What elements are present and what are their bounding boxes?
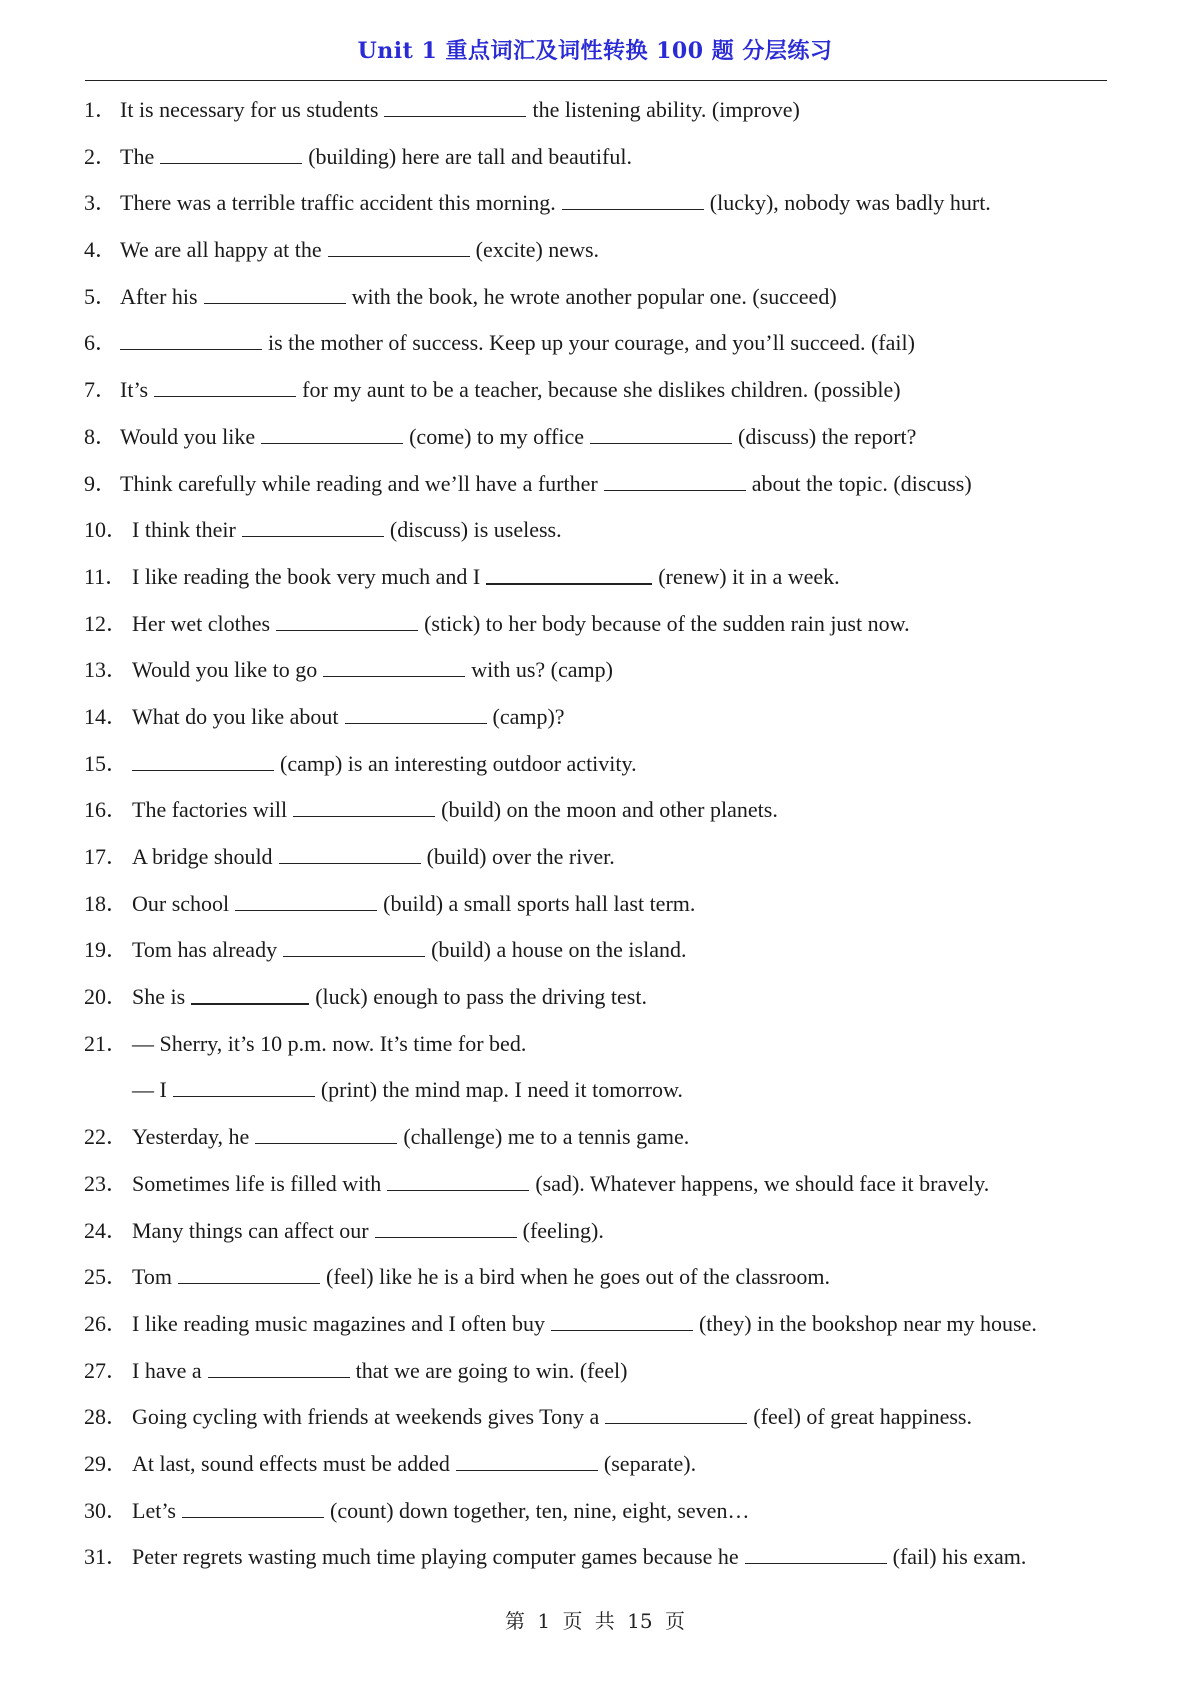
answer-blank[interactable] <box>204 279 346 304</box>
question-7 <box>84 372 1114 419</box>
question-text: (excite) news. <box>475 237 600 263</box>
question-16 <box>84 792 1114 839</box>
question-text: that we are going to win. (feel) <box>355 1357 628 1383</box>
question-text: (feel) of great happiness. <box>753 1404 972 1430</box>
question-number: 20． <box>84 984 129 1010</box>
answer-blank[interactable] <box>261 419 403 444</box>
question-number: 1． <box>84 97 118 122</box>
question-text: Tom has already <box>132 937 278 963</box>
question-text: about the topic. (discuss) <box>751 470 972 496</box>
question-text: (build) on the moon and other planets. <box>441 797 778 823</box>
question-text: It’s <box>120 377 149 403</box>
question-text: (come) to my office <box>409 423 585 449</box>
question-text: At last, sound effects must be added <box>132 1450 450 1476</box>
question-text: I like reading music magazines and I often buy <box>132 1310 545 1336</box>
question-text: (print) the mind map. I need it tomorrow. <box>320 1077 683 1103</box>
answer-blank[interactable] <box>551 1306 693 1331</box>
question-text: (discuss) is useless. <box>389 517 562 543</box>
question-text: Our school <box>132 890 230 916</box>
question-number: 27． <box>84 1357 129 1383</box>
question-text: After his <box>120 283 198 309</box>
question-text: (fail) his exam. <box>892 1544 1027 1570</box>
answer-blank[interactable] <box>486 559 652 585</box>
question-number: 2． <box>84 143 118 169</box>
question-number: 19． <box>84 937 129 963</box>
question-22 <box>84 1119 1114 1166</box>
question-text: Let’s <box>132 1497 176 1523</box>
question-28 <box>84 1399 1114 1446</box>
question-14 <box>84 699 1114 746</box>
question-10 <box>84 512 1114 559</box>
answer-blank[interactable] <box>208 1353 350 1378</box>
question-text: Going cycling with friends at weekends gives Tony a <box>132 1404 600 1430</box>
question-25 <box>84 1259 1114 1306</box>
answer-blank[interactable] <box>120 325 262 350</box>
question-text: A bridge should <box>132 844 273 869</box>
question-number: 30． <box>84 1497 129 1523</box>
question-text: (separate). <box>603 1450 697 1476</box>
question-number: 15． <box>84 750 129 776</box>
question-number: 23． <box>84 1170 129 1196</box>
question-number: 7． <box>84 377 118 403</box>
answer-blank[interactable] <box>328 232 470 257</box>
question-number: 10． <box>84 517 129 543</box>
page-title: Unit 1 重点词汇及词性转换 100 题 分层练习 <box>357 38 833 64</box>
question-26 <box>84 1306 1114 1353</box>
question-text: The factories will <box>132 797 288 823</box>
question-text: She is <box>132 984 186 1010</box>
question-number: 9． <box>84 470 118 496</box>
question-text: I think their <box>132 517 236 543</box>
question-number: 3． <box>84 190 118 216</box>
question-text: (luck) enough to pass the driving test. <box>315 984 647 1010</box>
question-number: 25． <box>84 1264 129 1290</box>
question-18 <box>84 886 1114 933</box>
answer-blank[interactable] <box>605 1399 747 1424</box>
question-30 <box>84 1493 1114 1540</box>
question-text: (build) over the river. <box>426 844 615 869</box>
question-number: 26． <box>84 1310 129 1336</box>
question-number: 6． <box>84 330 118 356</box>
question-text: Would you like <box>120 423 256 449</box>
answer-blank[interactable] <box>345 699 487 724</box>
question-text: Tom <box>132 1264 173 1290</box>
question-text: for my aunt to be a teacher, because she dislikes children. (possible) <box>302 377 901 403</box>
question-text: (discuss) the report? <box>738 423 917 449</box>
question-text: (count) down together, ten, nine, eight, seven… <box>330 1497 750 1523</box>
question-text: Peter regrets wasting much time playing computer games because he <box>132 1544 739 1570</box>
question-17 <box>84 839 1114 886</box>
answer-blank[interactable] <box>132 746 274 771</box>
answer-blank[interactable] <box>191 979 309 1005</box>
answer-blank[interactable] <box>375 1213 517 1238</box>
question-text: (feel) like he is a bird when he goes out of the classroom. <box>326 1264 831 1290</box>
answer-blank[interactable] <box>178 1259 320 1284</box>
answer-blank[interactable] <box>276 606 418 631</box>
answer-blank[interactable] <box>279 839 421 864</box>
question-number: 4． <box>84 237 118 263</box>
question-24 <box>84 1213 1114 1260</box>
question-8 <box>84 419 1114 466</box>
question-2 <box>84 139 1114 186</box>
question-number: 17． <box>84 844 129 869</box>
question-text: — Sherry, it’s 10 p.m. now. It’s time for bed. <box>132 1030 527 1056</box>
question-text: the listening ability. (improve) <box>532 97 800 122</box>
question-21-reply <box>84 1072 1114 1119</box>
question-29 <box>84 1446 1114 1493</box>
answer-blank[interactable] <box>456 1446 598 1471</box>
question-number: 11． <box>84 563 128 589</box>
question-text: (build) a house on the island. <box>431 937 687 963</box>
question-text: Her wet clothes <box>132 610 271 636</box>
question-1 <box>84 92 1114 139</box>
question-23 <box>84 1166 1114 1213</box>
answer-blank[interactable] <box>283 932 425 957</box>
question-text: The <box>120 143 155 169</box>
answer-blank[interactable] <box>235 886 377 911</box>
question-12 <box>84 606 1114 653</box>
question-number: 14． <box>84 703 129 729</box>
question-text: (camp) is an interesting outdoor activity. <box>280 750 637 776</box>
question-text: (building) here are tall and beautiful. <box>308 143 632 169</box>
question-number: 18． <box>84 890 129 916</box>
question-number: 28． <box>84 1404 129 1430</box>
question-3 <box>84 185 1114 232</box>
question-list <box>84 92 1114 1586</box>
question-text: (stick) to her body because of the sudden rain just now. <box>424 610 910 636</box>
header-divider <box>85 80 1107 81</box>
question-text: (build) a small sports hall last term. <box>383 890 696 916</box>
answer-blank[interactable] <box>160 139 302 164</box>
question-number: 21． <box>84 1030 129 1056</box>
question-number: 13． <box>84 657 129 683</box>
question-text: Would you like to go <box>132 657 318 683</box>
answer-blank[interactable] <box>745 1539 887 1564</box>
question-text: We are all happy at the <box>120 237 322 263</box>
question-text: (lucky), nobody was badly hurt. <box>709 190 991 216</box>
answer-blank[interactable] <box>387 1166 529 1191</box>
question-text: I like reading the book very much and I <box>132 563 481 589</box>
question-5 <box>84 279 1114 326</box>
question-4 <box>84 232 1114 279</box>
question-number: 24． <box>84 1217 129 1243</box>
answer-blank[interactable] <box>562 185 704 210</box>
question-13 <box>84 652 1114 699</box>
question-text: (renew) it in a week. <box>658 563 840 589</box>
answer-blank[interactable] <box>590 419 732 444</box>
question-text: (sad). Whatever happens, we should face it bravely. <box>535 1170 990 1196</box>
question-text: (they) in the bookshop near my house. <box>698 1310 1037 1336</box>
question-text: Sometimes life is filled with <box>132 1170 382 1196</box>
answer-blank[interactable] <box>323 652 465 677</box>
page-number: 第 1 页 共 15 页 <box>505 1609 685 1633</box>
question-number: 22． <box>84 1124 129 1150</box>
question-number: 16． <box>84 797 129 823</box>
question-21 <box>84 1026 1114 1073</box>
question-text: I have a <box>132 1357 202 1383</box>
question-31 <box>84 1539 1114 1586</box>
answer-blank[interactable] <box>384 92 526 117</box>
answer-blank[interactable] <box>173 1072 315 1097</box>
question-number: 5． <box>84 283 118 309</box>
question-text: with the book, he wrote another popular one. (succeed) <box>351 283 837 309</box>
question-19 <box>84 932 1114 979</box>
question-text: Yesterday, he <box>132 1124 250 1150</box>
question-11 <box>84 559 1114 606</box>
question-text: is the mother of success. Keep up your courage, and you’ll succeed. (fail) <box>268 330 915 356</box>
question-text: (camp)? <box>492 703 565 729</box>
question-text: What do you like about <box>132 703 339 729</box>
answer-blank[interactable] <box>293 792 435 817</box>
question-number: 29． <box>84 1450 129 1476</box>
answer-blank[interactable] <box>255 1119 397 1144</box>
question-27 <box>84 1353 1114 1400</box>
question-9 <box>84 466 1114 513</box>
answer-blank[interactable] <box>182 1493 324 1518</box>
question-number: 31． <box>84 1544 129 1570</box>
question-6 <box>84 325 1114 372</box>
question-15 <box>84 746 1114 793</box>
question-text: Think carefully while reading and we’ll have a further <box>120 470 598 496</box>
answer-blank[interactable] <box>604 466 746 491</box>
answer-blank[interactable] <box>242 512 384 537</box>
answer-blank[interactable] <box>154 372 296 397</box>
question-text: Many things can affect our <box>132 1217 369 1243</box>
question-text: (challenge) me to a tennis game. <box>403 1124 690 1150</box>
question-text: It is necessary for us students <box>120 97 379 122</box>
question-number: 12． <box>84 610 129 636</box>
question-text: There was a terrible traffic accident this morning. <box>120 190 556 216</box>
question-20 <box>84 979 1114 1026</box>
question-text: — I <box>132 1077 167 1103</box>
question-text: with us? (camp) <box>471 657 613 683</box>
question-text: (feeling). <box>522 1217 604 1243</box>
question-number: 8． <box>84 423 118 449</box>
